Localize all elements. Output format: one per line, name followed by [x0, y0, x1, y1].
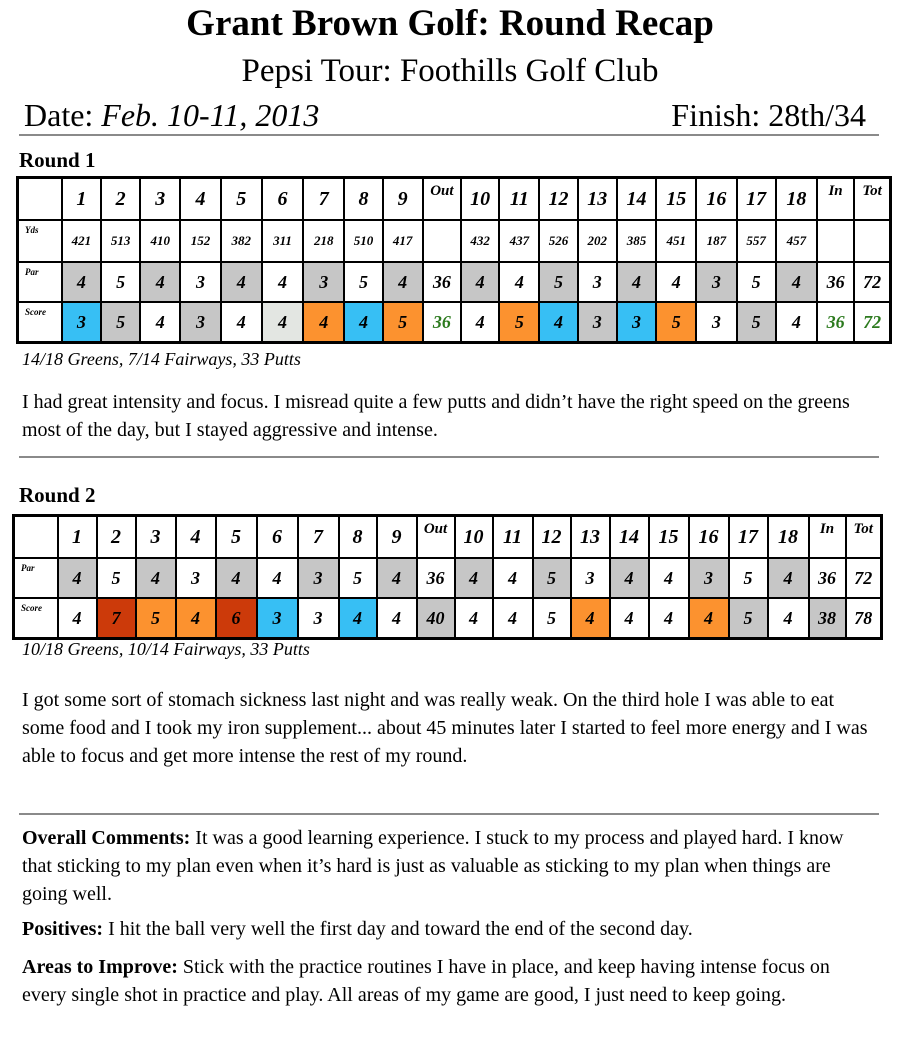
score-cell: 3 — [176, 558, 216, 598]
overall-comments — [22, 824, 872, 908]
improve-text: Stick with the practice routines I have in place, and keep having intense focus on every single shot in practice and play. All areas of my game are good, I just need to keep going. — [22, 956, 830, 1006]
score-cell: 4 — [62, 262, 101, 302]
date-finish-line — [24, 96, 866, 134]
score-cell — [854, 220, 890, 262]
score-cell: 4 — [571, 598, 610, 639]
score-cell: 510 — [344, 220, 382, 262]
row-label: Par — [14, 558, 58, 598]
score-cell: In — [817, 178, 854, 221]
row-label: Score — [18, 302, 62, 343]
score-cell: 4 — [493, 558, 533, 598]
score-cell: 4 — [610, 558, 649, 598]
score-cell: 78 — [846, 598, 882, 639]
score-cell: 36 — [817, 302, 854, 343]
score-cell: 3 — [617, 302, 656, 343]
score-cell: 3 — [62, 302, 101, 343]
score-cell: 5 — [383, 302, 423, 343]
score-cell: 17 — [737, 178, 776, 221]
row-label: Par — [18, 262, 62, 302]
score-cell: 3 — [571, 558, 610, 598]
score-cell: 36 — [423, 262, 461, 302]
score-cell: 202 — [578, 220, 617, 262]
round2-stats: 10/18 Greens, 10/14 Fairways, 33 Putts — [22, 639, 310, 659]
score-cell: 6 — [262, 178, 303, 221]
score-cell: 4 — [257, 558, 298, 598]
score-cell: 4 — [617, 262, 656, 302]
score-cell: 13 — [571, 516, 610, 559]
score-cell: 557 — [737, 220, 776, 262]
num-row — [14, 558, 882, 598]
score-cell: 3 — [180, 302, 220, 343]
score-cell: 417 — [383, 220, 423, 262]
score-cell: 3 — [303, 262, 344, 302]
score-cell — [423, 220, 461, 262]
score-cell: 7 — [97, 598, 136, 639]
corner-cell — [18, 178, 62, 221]
score-cell: 5 — [101, 262, 140, 302]
round1-comment: I had great intensity and focus. I misread quite a few putts and didn’t have the right speed on the greens most of the day, but I stayed aggressive and intense. — [22, 391, 850, 441]
score-cell: 18 — [776, 178, 817, 221]
score-cell: 6 — [257, 516, 298, 559]
score-cell: 11 — [499, 178, 539, 221]
score-cell: 3 — [140, 178, 180, 221]
score-cell: 36 — [423, 302, 461, 343]
score-cell: 10 — [455, 516, 493, 559]
score-cell: 4 — [610, 598, 649, 639]
score-cell: 8 — [339, 516, 377, 559]
score-cell: 311 — [262, 220, 303, 262]
score-cell: 5 — [656, 302, 696, 343]
improve-label: Areas to Improve: — [22, 956, 178, 978]
score-cell: 5 — [216, 516, 257, 559]
score-cell: 4 — [461, 302, 499, 343]
score-cell: 3 — [298, 598, 339, 639]
score-cell: 4 — [58, 598, 97, 639]
positives — [22, 915, 872, 943]
score-cell: 4 — [499, 262, 539, 302]
score-cell: 451 — [656, 220, 696, 262]
score-cell: 15 — [649, 516, 689, 559]
score-cell: 5 — [729, 558, 768, 598]
score-cell: 432 — [461, 220, 499, 262]
divider — [19, 134, 879, 136]
positives-text: I hit the ball very well the first day and toward the end of the second day. — [103, 918, 693, 940]
score-cell: 5 — [729, 598, 768, 639]
score-cell: 5 — [221, 178, 262, 221]
score-cell: 16 — [696, 178, 736, 221]
score-cell: 3 — [696, 262, 736, 302]
date-label: Date: — [24, 97, 102, 133]
score-cell: 4 — [768, 598, 809, 639]
date — [24, 96, 319, 134]
date-value: Feb. 10-11, 2013 — [101, 97, 320, 133]
round1-heading: Round 1 — [19, 148, 96, 172]
score-cell: 152 — [180, 220, 220, 262]
score-cell: 7 — [303, 178, 344, 221]
divider — [19, 456, 879, 458]
finish-position: Finish: 28th/34 — [671, 97, 866, 133]
score-cell: 3 — [257, 598, 298, 639]
score-cell: 8 — [344, 178, 382, 221]
score-cell: 15 — [656, 178, 696, 221]
score-cell: 16 — [689, 516, 729, 559]
score-cell: 13 — [578, 178, 617, 221]
score-cell: 457 — [776, 220, 817, 262]
score-cell: 4 — [216, 558, 257, 598]
score-cell: 5 — [344, 262, 382, 302]
score-cell: 4 — [339, 598, 377, 639]
score-cell: 4 — [776, 302, 817, 343]
score-cell: 4 — [180, 178, 220, 221]
corner-cell — [14, 516, 58, 559]
score-cell: 4 — [656, 262, 696, 302]
score-cell: 4 — [383, 262, 423, 302]
score-cell: 3 — [578, 262, 617, 302]
round1-scorecard — [16, 176, 892, 344]
positives-label: Positives: — [22, 918, 104, 940]
yds-row — [18, 220, 891, 262]
hdr-row — [18, 178, 891, 221]
score-cell: 3 — [298, 558, 339, 598]
score-cell: 3 — [689, 558, 729, 598]
score-cell: 4 — [303, 302, 344, 343]
num-row — [18, 302, 891, 343]
score-cell: 11 — [493, 516, 533, 559]
score-cell: 4 — [649, 598, 689, 639]
score-cell — [817, 220, 854, 262]
tournament-subtitle: Pepsi Tour: Foothills Golf Club — [241, 53, 659, 89]
score-cell: 36 — [817, 262, 854, 302]
score-cell: 5 — [97, 558, 136, 598]
score-cell: 10 — [461, 178, 499, 221]
score-cell: 36 — [809, 558, 846, 598]
num-row — [14, 598, 882, 639]
score-cell: 4 — [140, 262, 180, 302]
score-cell: 513 — [101, 220, 140, 262]
score-cell: 187 — [696, 220, 736, 262]
score-cell: 4 — [262, 302, 303, 343]
score-cell: 7 — [298, 516, 339, 559]
score-cell: 4 — [689, 598, 729, 639]
row-label: Yds — [18, 220, 62, 262]
areas-to-improve — [22, 953, 872, 1009]
score-cell: 4 — [221, 302, 262, 343]
score-cell: 4 — [776, 262, 817, 302]
score-cell: Tot — [846, 516, 882, 559]
score-cell: 3 — [696, 302, 736, 343]
score-cell: 4 — [262, 262, 303, 302]
score-cell: 382 — [221, 220, 262, 262]
score-cell: 4 — [455, 598, 493, 639]
score-cell: 14 — [617, 178, 656, 221]
round2-comment: I got some sort of stomach sickness last night and was really weak. On the third hole I was able to eat some food and I took my iron supplement... about 45 minutes later I started to feel more energy and I was able to focus and get more intense the rest of my round. — [22, 689, 868, 767]
score-cell: Out — [417, 516, 455, 559]
hdr-row — [14, 516, 882, 559]
score-cell: 5 — [533, 558, 571, 598]
round2-heading: Round 2 — [19, 483, 96, 507]
score-cell: 3 — [136, 516, 176, 559]
score-cell: 1 — [58, 516, 97, 559]
score-cell: 4 — [176, 598, 216, 639]
score-cell: 5 — [539, 262, 577, 302]
round1-stats: 14/18 Greens, 7/14 Fairways, 33 Putts — [22, 349, 301, 369]
score-cell: 3 — [578, 302, 617, 343]
divider — [19, 813, 879, 815]
score-cell: 5 — [339, 558, 377, 598]
score-cell: 12 — [539, 178, 577, 221]
score-cell: 4 — [493, 598, 533, 639]
round2-scorecard — [12, 514, 883, 640]
score-cell: 18 — [768, 516, 809, 559]
score-cell: 17 — [729, 516, 768, 559]
score-cell: 6 — [216, 598, 257, 639]
score-cell: 4 — [455, 558, 493, 598]
score-cell: 4 — [58, 558, 97, 598]
score-cell: Tot — [854, 178, 890, 221]
score-cell: 4 — [377, 558, 417, 598]
score-cell: 437 — [499, 220, 539, 262]
score-cell: 4 — [649, 558, 689, 598]
score-cell: 5 — [737, 262, 776, 302]
score-cell: 5 — [499, 302, 539, 343]
score-cell: 2 — [97, 516, 136, 559]
score-cell: 4 — [377, 598, 417, 639]
score-cell: Out — [423, 178, 461, 221]
score-cell: In — [809, 516, 846, 559]
score-cell: 385 — [617, 220, 656, 262]
score-cell: 72 — [854, 302, 890, 343]
score-cell: 36 — [417, 558, 455, 598]
score-cell: 4 — [539, 302, 577, 343]
score-cell: 4 — [461, 262, 499, 302]
score-cell: 410 — [140, 220, 180, 262]
row-label: Score — [14, 598, 58, 639]
score-cell: 4 — [136, 558, 176, 598]
score-cell: 9 — [383, 178, 423, 221]
score-cell: 3 — [180, 262, 220, 302]
score-cell: 72 — [846, 558, 882, 598]
score-cell: 9 — [377, 516, 417, 559]
score-cell: 4 — [140, 302, 180, 343]
score-cell: 4 — [176, 516, 216, 559]
num-row — [18, 262, 891, 302]
score-cell: 5 — [101, 302, 140, 343]
score-cell: 526 — [539, 220, 577, 262]
score-cell: 5 — [533, 598, 571, 639]
page-title: Grant Brown Golf: Round Recap — [186, 3, 714, 44]
score-cell: 218 — [303, 220, 344, 262]
score-cell: 2 — [101, 178, 140, 221]
score-cell: 40 — [417, 598, 455, 639]
score-cell: 72 — [854, 262, 890, 302]
overall-label: Overall Comments: — [22, 827, 191, 849]
score-cell: 5 — [136, 598, 176, 639]
score-cell: 5 — [737, 302, 776, 343]
score-cell: 38 — [809, 598, 846, 639]
score-cell: 4 — [344, 302, 382, 343]
score-cell: 1 — [62, 178, 101, 221]
overall-text: It was a good learning experience. I stuck to my process and played hard. I know that sticking to my plan even when it’s hard is just as valuable as sticking to my plan when things are going well. — [22, 827, 844, 905]
score-cell: 14 — [610, 516, 649, 559]
score-cell: 421 — [62, 220, 101, 262]
score-cell: 4 — [768, 558, 809, 598]
score-cell: 12 — [533, 516, 571, 559]
score-cell: 4 — [221, 262, 262, 302]
